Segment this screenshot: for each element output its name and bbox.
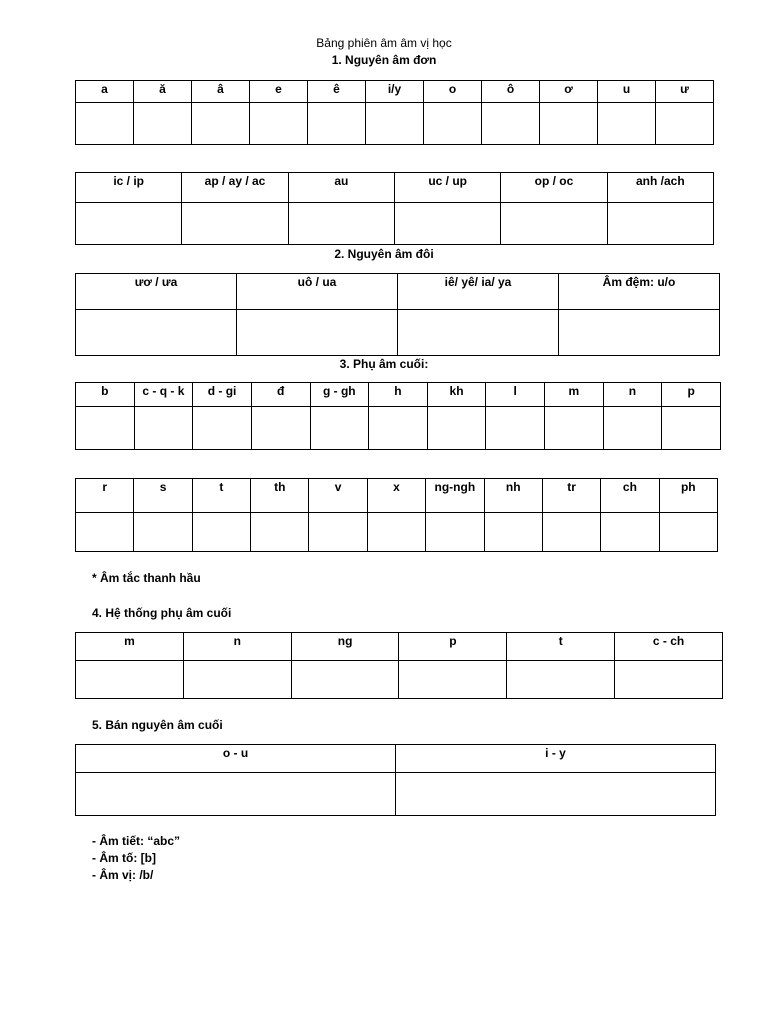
header-cell: m bbox=[545, 383, 604, 407]
blank-cell bbox=[601, 513, 659, 552]
header-cell: s bbox=[134, 479, 192, 513]
blank-cell bbox=[540, 103, 598, 145]
blank-cell bbox=[367, 513, 425, 552]
blank-cell bbox=[134, 407, 193, 450]
header-cell: ươ / ưa bbox=[76, 274, 237, 310]
header-cell: h bbox=[369, 383, 428, 407]
table-consonants-1 bbox=[75, 382, 721, 450]
header-cell: ư bbox=[656, 81, 714, 103]
header-cell: ô bbox=[482, 81, 540, 103]
header-cell: i - y bbox=[396, 745, 716, 773]
glottal-stop-label: * Âm tắc thanh hầu bbox=[92, 571, 201, 585]
header-cell: th bbox=[251, 479, 309, 513]
blank-cell bbox=[656, 103, 714, 145]
header-cell: c - ch bbox=[615, 633, 723, 661]
header-cell: o - u bbox=[76, 745, 396, 773]
header-cell: g - gh bbox=[310, 383, 369, 407]
blank-cell bbox=[659, 513, 717, 552]
header-cell: tr bbox=[542, 479, 600, 513]
blank-cell bbox=[542, 513, 600, 552]
header-cell: b bbox=[76, 383, 135, 407]
blank-cell bbox=[76, 661, 184, 699]
blank-cell bbox=[308, 103, 366, 145]
blank-cell bbox=[192, 513, 250, 552]
blank-cell bbox=[250, 103, 308, 145]
header-cell: Âm đệm: u/o bbox=[559, 274, 720, 310]
blank-cell bbox=[251, 513, 309, 552]
blank-cell bbox=[603, 407, 662, 450]
section-1-heading: 1. Nguyên âm đơn bbox=[331, 53, 437, 67]
header-cell: ng bbox=[291, 633, 399, 661]
blank-cell bbox=[134, 103, 192, 145]
section-2-heading: 2. Nguyên âm đôi bbox=[334, 247, 434, 261]
header-cell: nh bbox=[484, 479, 542, 513]
blank-cell bbox=[615, 661, 723, 699]
blank-cell bbox=[134, 513, 192, 552]
blank-cell bbox=[76, 310, 237, 356]
header-cell: t bbox=[192, 479, 250, 513]
header-cell: ê bbox=[308, 81, 366, 103]
blank-cell bbox=[398, 310, 559, 356]
blank-cell bbox=[396, 773, 716, 816]
blank-cell bbox=[288, 203, 394, 245]
header-cell: a bbox=[76, 81, 134, 103]
blank-cell bbox=[394, 203, 500, 245]
header-cell: p bbox=[662, 383, 721, 407]
section-4-heading: 4. Hệ thống phụ âm cuối bbox=[92, 606, 232, 620]
header-cell: c - q - k bbox=[134, 383, 193, 407]
notes bbox=[92, 833, 180, 884]
header-cell: ng-ngh bbox=[426, 479, 484, 513]
header-cell: ch bbox=[601, 479, 659, 513]
header-cell: ph bbox=[659, 479, 717, 513]
blank-cell bbox=[309, 513, 367, 552]
section-3-heading: 3. Phụ âm cuối: bbox=[339, 357, 429, 371]
header-cell: uc / up bbox=[394, 173, 500, 203]
note-syllable: - Âm tiết: “abc” bbox=[92, 834, 181, 848]
header-cell: op / oc bbox=[501, 173, 607, 203]
table-rhymes bbox=[75, 172, 714, 245]
blank-cell bbox=[193, 407, 252, 450]
blank-cell bbox=[76, 513, 134, 552]
header-cell: iê/ yê/ ia/ ya bbox=[398, 274, 559, 310]
header-cell: e bbox=[250, 81, 308, 103]
section-5-heading: 5. Bán nguyên âm cuối bbox=[92, 718, 223, 732]
note-phoneme: - Âm vị: /b/ bbox=[92, 868, 154, 882]
blank-cell bbox=[484, 513, 542, 552]
table-final-consonants bbox=[75, 632, 723, 699]
blank-cell bbox=[76, 203, 182, 245]
header-cell: n bbox=[183, 633, 291, 661]
page-title: Bảng phiên âm âm vị học bbox=[316, 36, 452, 50]
blank-cell bbox=[76, 407, 135, 450]
blank-cell bbox=[76, 103, 134, 145]
blank-cell bbox=[183, 661, 291, 699]
header-cell: n bbox=[603, 383, 662, 407]
header-cell: u bbox=[598, 81, 656, 103]
header-cell: anh /ach bbox=[607, 173, 713, 203]
blank-cell bbox=[426, 513, 484, 552]
header-cell: p bbox=[399, 633, 507, 661]
blank-cell bbox=[182, 203, 288, 245]
header-cell: l bbox=[486, 383, 545, 407]
table-semivowels bbox=[75, 744, 716, 816]
header-cell: ơ bbox=[540, 81, 598, 103]
header-cell: đ bbox=[251, 383, 310, 407]
header-cell: x bbox=[367, 479, 425, 513]
header-cell: ă bbox=[134, 81, 192, 103]
blank-cell bbox=[501, 203, 607, 245]
table-consonants-2 bbox=[75, 478, 718, 552]
blank-cell bbox=[559, 310, 720, 356]
header-cell: uô / ua bbox=[237, 274, 398, 310]
blank-cell bbox=[76, 773, 396, 816]
blank-cell bbox=[399, 661, 507, 699]
blank-cell bbox=[251, 407, 310, 450]
table-monophthongs bbox=[75, 80, 714, 145]
note-phone: - Âm tố: [b] bbox=[92, 851, 156, 865]
header-cell: â bbox=[192, 81, 250, 103]
blank-cell bbox=[486, 407, 545, 450]
blank-cell bbox=[545, 407, 604, 450]
blank-cell bbox=[237, 310, 398, 356]
header-cell: au bbox=[288, 173, 394, 203]
blank-cell bbox=[607, 203, 713, 245]
blank-cell bbox=[424, 103, 482, 145]
header-cell: r bbox=[76, 479, 134, 513]
blank-cell bbox=[291, 661, 399, 699]
header-cell: m bbox=[76, 633, 184, 661]
blank-cell bbox=[427, 407, 486, 450]
header-cell: kh bbox=[427, 383, 486, 407]
header-cell: ap / ay / ac bbox=[182, 173, 288, 203]
blank-cell bbox=[482, 103, 540, 145]
table-diphthongs bbox=[75, 273, 720, 356]
header-cell: o bbox=[424, 81, 482, 103]
header-cell: v bbox=[309, 479, 367, 513]
blank-cell bbox=[192, 103, 250, 145]
blank-cell bbox=[366, 103, 424, 145]
header-cell: t bbox=[507, 633, 615, 661]
header-cell: d - gi bbox=[193, 383, 252, 407]
header-cell: i/y bbox=[366, 81, 424, 103]
blank-cell bbox=[662, 407, 721, 450]
blank-cell bbox=[598, 103, 656, 145]
header-cell: ic / ip bbox=[76, 173, 182, 203]
blank-cell bbox=[310, 407, 369, 450]
blank-cell bbox=[369, 407, 428, 450]
blank-cell bbox=[507, 661, 615, 699]
